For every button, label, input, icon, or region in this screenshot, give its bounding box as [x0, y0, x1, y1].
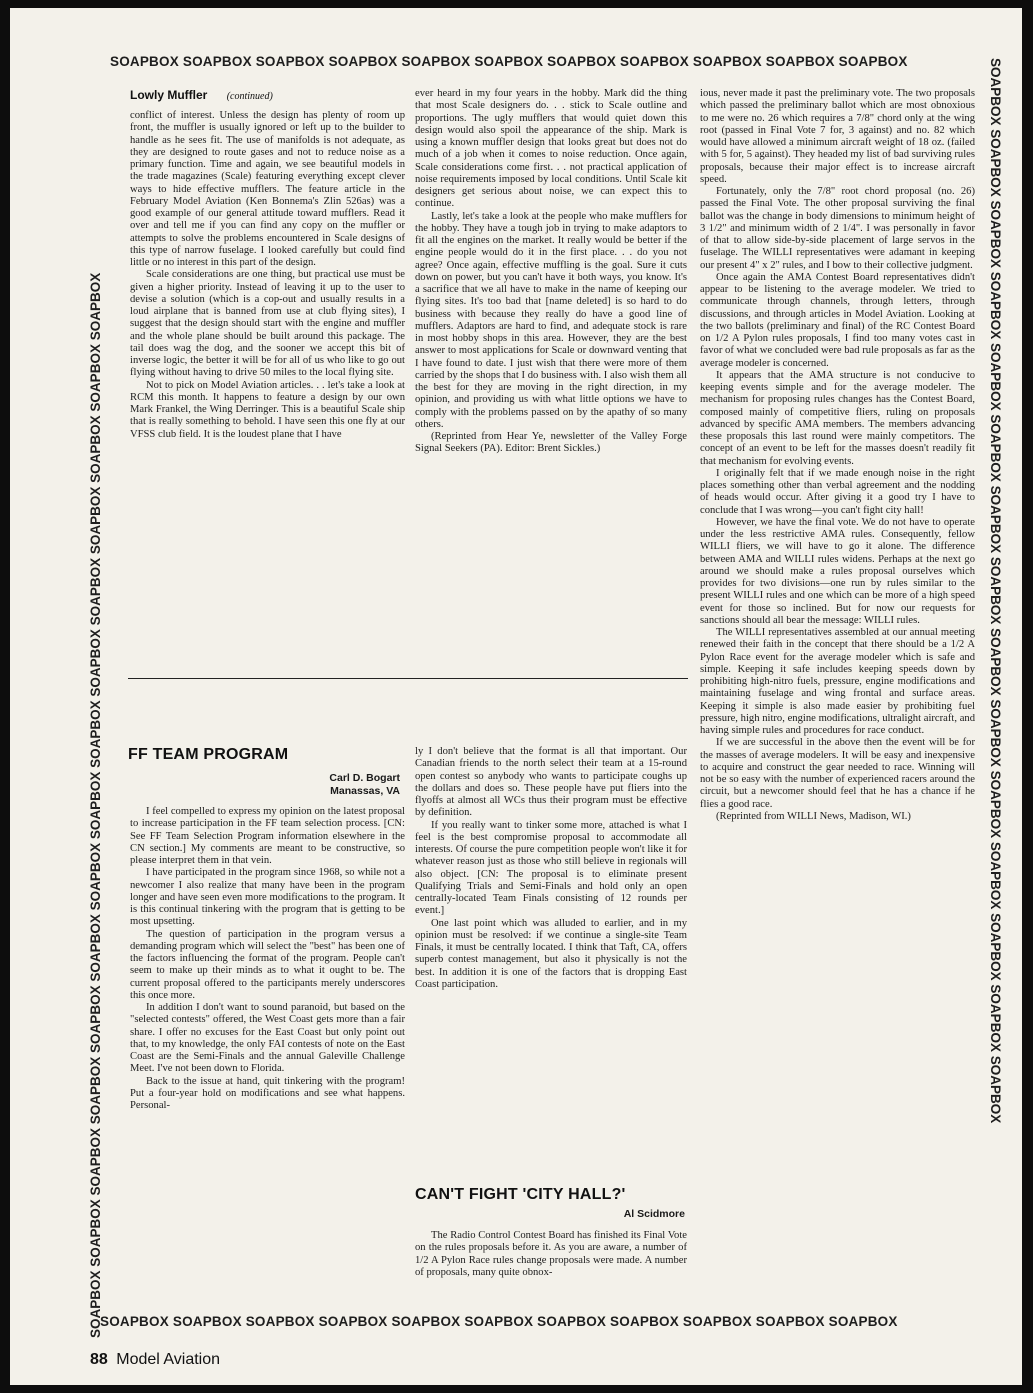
paragraph: ly I don't believe that the format is all that important. Our Canadian friends to the north select their team at a 15-round open contest so anybody who wants to participate coughs up the dollars and does so. These people have put fliers into the flyoffs at almost all WCs thus their program must be effective by definition. [415, 746, 687, 819]
paragraph: Lastly, let's take a look at the people who make mufflers for the hobby. They have a tough job in trying to make adaptors to fit all the engines on the market. It really would be better if the engine people would do it in the first place. . . do you not agree? Once again, effective muffling is the goal. Sure it cuts down on power, but you can't have it both ways, you know. It's a sacrifice that we all have to make in the name of keeping our flying sites. It's too bad that [name deleted] is so hard to do business with because they really do have a good line of mufflers. Adaptors are hard to find, and adequate stock is rare in most hobby shops in this area. However, they are the best answer to most applications for Scale or downward venting that I have found to date. I just wish that there were more of them carried by the shops that I do business with. I also wish them all the best for they are moving in the right direction, in my opinion, and providing us with what little options we have to comply with the problems passed on by the apathy of so many others. [415, 210, 687, 430]
paragraph: If we are successful in the above then the event will be for the masses of average modelers. It will be easy and inexpensive to acquire and construct the gear needed to race. Winning will not be so easy with the number of experienced racers around the circuit, but a newcomer should feel that he has a chance if he flies a good race. [700, 737, 975, 810]
paragraph: Not to pick on Model Aviation articles. . . let's take a look at RCM this month. It happens to feature a design by our own Mark Frankel, the Wing Derringer. This is a beautiful Scale ship that is really something to behold. I have seen this one fly at our VFSS club field. It is the loudest plane that I have [130, 379, 405, 440]
magazine-name: Model Aviation [116, 1351, 221, 1368]
paragraph: In addition I don't want to sound paranoid, but based on the "selected contests" offered, the West Coast gets more than a fair share. I offer no excuses for the East Coast but only point out that, to my knowledge, the only FAI contests of note on the East Coast are the Semi-Finals and the annual Galeville Challenge Meet. I've not been down to Florida. [130, 1002, 405, 1075]
muffler-title: Lowly Muffler [130, 88, 208, 102]
page-footer [90, 1351, 220, 1369]
city-hall-heading: CAN'T FIGHT 'CITY HALL?' [415, 1186, 626, 1203]
ff-column-2 [415, 746, 687, 991]
city-author-name: Al Scidmore [623, 1208, 685, 1220]
paragraph: ever heard in my four years in the hobby. Mark did the thing that most Scale designers do. . . stick to Scale outline and proportions. The ugly mufflers that would quiet down this design would also spoil the appearance of the ship. Mark is using a known muffler design that looks great but does not do much of a job when it comes to noise reduction. Once again, Scale considerations come first. . . not practical application of noise requirements imposed by local conditions. Until Scale kit designers get serious about noise, we can expect this to continue. [415, 88, 687, 210]
paragraph: The Radio Control Contest Board has finished its Final Vote on the rules proposals before it. As you are aware, a number of 1/2 A Pylon Race rules change proposals were made. A number of proposals, many quite obnox- [415, 1230, 687, 1278]
paragraph: The WILLI representatives assembled at our annual meeting renewed their faith in the concept that there should be a 1/2 A Pylon Race event for the average modeler which is safe and simple. Keeping it safe includes keeping speeds down by prohibiting high-nitro fuels, pressure, engine modifications and maintaining fuselage and wing frontal and surface areas. Keeping it simple is also made easier by prohibiting fuel pressure, high nitro, engine modifications, ultralight aircraft, and having simple rules and procedures for race conduct. [700, 627, 975, 736]
soapbox-band-bottom: SOAPBOX SOAPBOX SOAPBOX SOAPBOX SOAPBOX SOAPBOX SOAPBOX SOAPBOX SOAPBOX SOAPBOX SOAPBOX [100, 1314, 898, 1329]
muffler-heading [130, 88, 273, 102]
paragraph: Once again the AMA Contest Board representatives didn't appear to be listening to the average modeler. We tried to communicate through channels, through letters, through discussions, and through articles in Model Aviation. Looking at the two ballots (preliminary and final) of the RC Contest Board on 1/2 A Pylon rules proposals, I find too many votes cast in favor of what we concluded were bad rule proposals as far as the average modeler is concerned. [700, 271, 975, 369]
muffler-column-2 [415, 88, 687, 456]
paragraph: ious, never made it past the preliminary vote. The two proposals which passed the preliminary ballot which are most obnoxious to me were no. 26 which requires a 7/8" chord only at the wing root (passed in Final Vote 7 for, 3 against) and no. 82 which would have allowed a minimum aircraft weight of 18 oz. (failed with 5 for, 5 against). They headed my list of bad surviving rules proposals, because their major effect is to increase aircraft speed. [700, 88, 975, 185]
ff-author-place: Manassas, VA [330, 785, 400, 797]
paragraph: One last point which was alluded to earlier, and in my opinion must be resolved: if we continue a single-site Team Finals, it must be centrally located. I think that Taft, CA, offers superb contest management, but also it physically is not the best. In addition it is one of the factors that is dropping East Coast participation. [415, 917, 687, 990]
soapbox-band-top: SOAPBOX SOAPBOX SOAPBOX SOAPBOX SOAPBOX SOAPBOX SOAPBOX SOAPBOX SOAPBOX SOAPBOX SOAPBOX [110, 54, 908, 69]
paragraph: I feel compelled to express my opinion on the latest proposal to increase participation in the FF team selection process. [CN: See FF Team Selection Program information elsewhere in the CN section.] My comments are meant to be constructive, so please interpret them in that vein. [130, 806, 405, 866]
section-divider [128, 678, 688, 679]
page-number: 88 [90, 1351, 108, 1368]
muffler-column-1 [130, 110, 405, 441]
paragraph: conflict of interest. Unless the design has plenty of room up front, the muffler is usually ignored or left up to the builder to handle as he sees fit. The use of manifolds is not adequate, as they are designed to route gases and not to reduce noise as a primary function. Time and again, we see beautiful models in the trade magazines (Scale) featuring everything except clever ways to hide effective mufflers. The feature article in the February Model Aviation (Ken Bonnema's Zlin 526as) was a good example of our general attitude toward mufflers. Read it over and tell me if you can find any copy on the muffler or attempts to solve the problems encountered in Scale designs of this type of narrow fuselage. I looked carefully but could find little or no interest in this part of the design. [130, 110, 405, 268]
paragraph: It appears that the AMA structure is not conducive to keeping events simple and for the average modeler. The mechanism for proposing rules changes has the Contest Board, composed mainly of competitive fliers, ruling on proposals advanced by specific AMA members. The members advancing these proposals this last round were mainly competitors. The concept of an event to be left for the masses doesn't readily fit that mechanism for evolving events. [700, 369, 975, 467]
paragraph: However, we have the final vote. We do not have to operate under the less restrictive AMA rules. Consequently, fellow WILLI fliers, we will have to go it alone. The difference between AMA and WILLI rules widens. Perhaps at the next go around we should make a rules proposal ourselves which provides for two divisions—one run by rules similar to the present WILLI rules and one which can be more of a high speed event for those so inclined. But for now our requests for sanctions should all bear the message: WILLI rules. [700, 516, 975, 626]
reprint-credit: (Reprinted from Hear Ye, newsletter of the Valley Forge Signal Seekers (PA). Editor: Brent Sickles.) [415, 431, 687, 455]
paragraph: Back to the issue at hand, quit tinkering with the program! Put a four-year hold on modifications and see what happens. Personal- [130, 1075, 405, 1111]
ff-column-1 [130, 806, 405, 1112]
ff-author-block [250, 772, 400, 798]
paragraph: I have participated in the program since 1968, so while not a newcomer I also realize that many have been in the program longer and have seen even more modifications to the program. It is this continual tinkering with the program that is getting to be most upsetting. [130, 867, 405, 928]
soapbox-band-left: SOAPBOX SOAPBOX SOAPBOX SOAPBOX SOAPBOX SOAPBOX SOAPBOX SOAPBOX SOAPBOX SOAPBOX SOAPBOX SOAPBOX SOAPBOX SOAPBOX SOAPBOX [88, 272, 103, 1338]
paragraph: Scale considerations are one thing, but practical use must be given a higher priority. Instead of leaving it up to the user to devise a solution (which is a cop-out and usually results in a loud airplane that is banned from use at club flying sites), I suggest that the design should start with the engine and muffler and the whole plane should be built around this package. The tail does wag the dog, and the sooner we accept this bit of inverse logic, the better it will be for all of us who like to go out flying without having to drive 50 miles to the local flying site. [130, 269, 405, 379]
ff-author-name: Carl D. Bogart [329, 772, 400, 784]
city-column-3 [700, 88, 975, 823]
city-column-2 [415, 1230, 687, 1279]
soapbox-band-right: SOAPBOX SOAPBOX SOAPBOX SOAPBOX SOAPBOX SOAPBOX SOAPBOX SOAPBOX SOAPBOX SOAPBOX SOAPBOX SOAPBOX SOAPBOX SOAPBOX SOAPBOX [988, 58, 1003, 1124]
paragraph: If you really want to tinker some more, attached is what I feel is the best compromise proposal to accommodate all interests. Of course the pure competition people won't like it for whatever reason just as those who still believe in regionals will also object. [CN: The proposal is to eliminate present Qualifying Trials and Semi-Finals and hold only an open centrally-located Team Finals consisting of 12 rounds per event.] [415, 819, 687, 917]
paragraph: Fortunately, only the 7/8" root chord proposal (no. 26) passed the Final Vote. The other proposal surviving the final ballot was the change in body dimensions to minimum height of 3 1/2" and minimum width of 2 1/4". I was personally in favor of that to allow side-by-side placement of large servos in the fuselage. The WILLI representatives were adamant in keeping our present 4" x 2" rules, and I bow to their collective judgment. [700, 186, 975, 271]
paragraph: I originally felt that if we made enough noise in the right places something other than verbal agreement and the nodding of heads would occur. After giving it a good try I have to conclude that I was wrong—you can't fight city hall! [700, 467, 975, 516]
paragraph: The question of participation in the program versus a demanding program which will select the "best" has been one of the factors influencing the format of the program. People can't seem to make up their minds as to what it ought to be. The current proposal offered to the participants merely underscores this once more. [130, 928, 405, 1001]
reprint-credit: (Reprinted from WILLI News, Madison, WI.) [716, 810, 911, 822]
ff-team-heading: FF TEAM PROGRAM [128, 746, 289, 763]
muffler-continued-label: (continued) [226, 91, 273, 102]
magazine-page [10, 8, 1022, 1385]
